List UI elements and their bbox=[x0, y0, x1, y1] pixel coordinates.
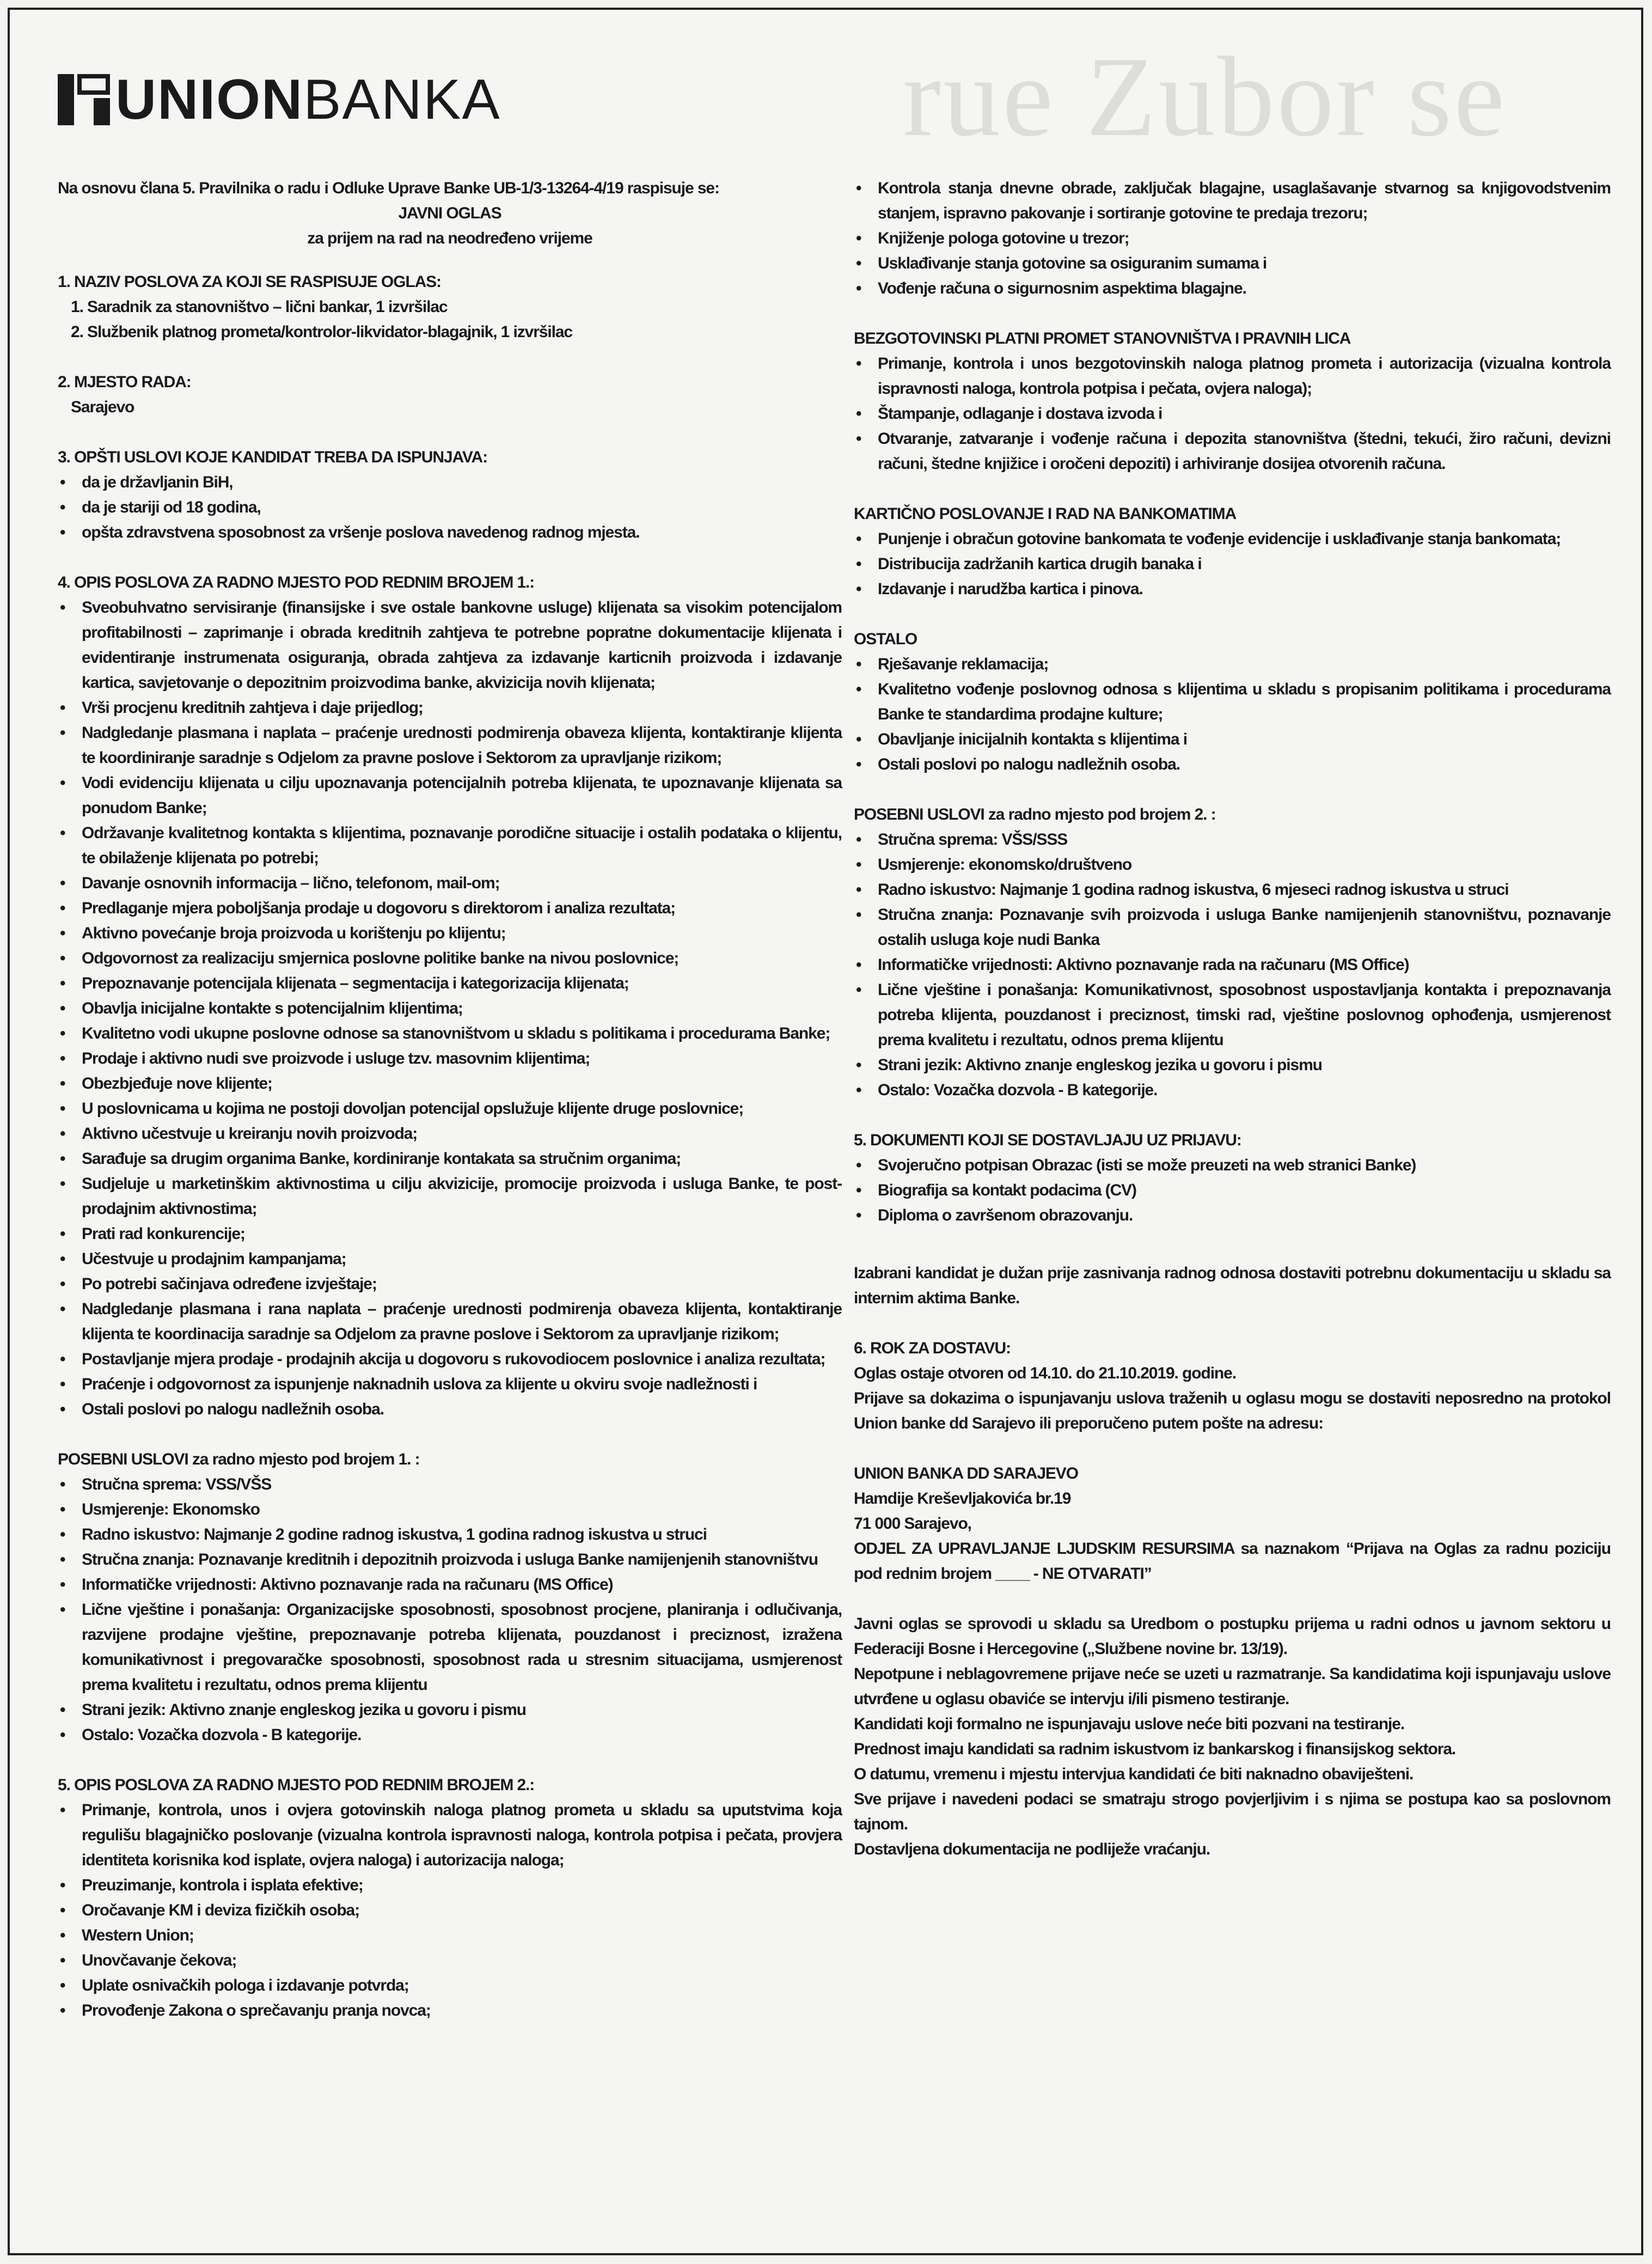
work-place-value: Sarajevo bbox=[71, 398, 134, 416]
bullet-item: • Nadgledanje plasmana i naplata – praćenje urednosti podmirenja obaveza klijenta, kontaktiranje klijenta te koordiniranje saradnje s Odjelom za pravne poslove i Sektorom za upravljanje rizikom; bbox=[58, 721, 842, 771]
bullet-item: • Davanje osnovnih informacija – lično, telefonom, mail-om; bbox=[58, 871, 842, 896]
section-selected-candidate bbox=[854, 1261, 1611, 1311]
section-job-description-1 bbox=[58, 570, 842, 1422]
condition-item bbox=[854, 1078, 1611, 1103]
condition-item bbox=[854, 852, 1611, 877]
bullet-item: • Postavljanje mjera prodaje - prodajnih akcija u dogovoru s rukovodiocem poslovnice i analiza rezultata; bbox=[58, 1347, 842, 1372]
bullet-item: • Uplate osnivačkih pologa i izdavanje potvrda; bbox=[58, 1973, 842, 1998]
condition-value: Aktivno poznavanje rada na računaru (MS Office) bbox=[256, 1576, 613, 1594]
bullet-item: • Provođenje Zakona o sprečavanju pranja novca; bbox=[58, 1998, 842, 2023]
section-title: POSEBNI USLOVI za radno mjesto pod brojem 2. : bbox=[854, 805, 1216, 823]
condition-item bbox=[854, 1053, 1611, 1078]
condition-item bbox=[854, 953, 1611, 978]
bullet-item: • Western Union; bbox=[58, 1923, 842, 1948]
section-title: 4. OPIS POSLOVA ZA RADNO MJESTO POD REDNIM BROJEM 1.: bbox=[58, 573, 535, 591]
section-special-conditions-1 bbox=[58, 1447, 842, 1748]
bullet-item: • Prodaje i aktivno nudi sve proizvode i usluge tzv. masovnim klijentima; bbox=[58, 1046, 842, 1071]
bullet-item: • opšta zdravstvena sposobnost za vršenje poslova navedenog radnog mjesta. bbox=[58, 520, 842, 545]
logo-word-banka: BANKA bbox=[303, 68, 501, 131]
condition-label: Stručna sprema: bbox=[82, 1475, 202, 1493]
address-line: Hamdije Kreševljakovića br.19 bbox=[854, 1490, 1071, 1508]
bullet-item: • Vodi evidenciju klijenata u cilju upoznavanja potencijalnih potreba klijenata, te upoznavanje klijenata sa ponudom Banke; bbox=[58, 771, 842, 821]
condition-label: Lične vještine i ponašanja: bbox=[878, 981, 1078, 999]
condition-label: Usmjerenje: bbox=[878, 856, 965, 874]
bullet-item: • Svojeručno potpisan Obrazac (isti se može preuzeti na web stranici Banke) bbox=[854, 1153, 1611, 1178]
condition-label: Strani jezik: bbox=[878, 1056, 962, 1074]
bullet-item: • Ostali poslovi po nalogu nadležnih osoba. bbox=[58, 1397, 842, 1422]
bullet-item: • Vođenje računa o sigurnosnim aspektima blagajne. bbox=[854, 276, 1611, 301]
condition-item bbox=[58, 1497, 842, 1522]
condition-label: Stručna sprema: bbox=[878, 831, 998, 849]
bullet-item: • Predlaganje mjera poboljšanja prodaje u dogovoru s direktorom i analiza rezultata; bbox=[58, 896, 842, 921]
condition-item bbox=[58, 1698, 842, 1723]
bullet-item: • Biografija sa kontakt podacima (CV) bbox=[854, 1178, 1611, 1203]
announcement-subtitle: za prijem na rad na neodređeno vrijeme bbox=[307, 229, 592, 247]
condition-item bbox=[58, 1572, 842, 1597]
bullet-item: • Štampanje, odlaganje i dostava izvoda i bbox=[854, 401, 1611, 426]
left-column bbox=[58, 176, 842, 2048]
bank-logo-icon bbox=[58, 74, 110, 125]
section-work-place bbox=[58, 370, 842, 420]
announcement-title: JAVNI OGLAS bbox=[398, 204, 501, 222]
section-deadline bbox=[854, 1336, 1611, 1436]
condition-value: Vozačka dozvola - B kategorije. bbox=[929, 1081, 1158, 1099]
union-banka-logo bbox=[58, 70, 501, 130]
closing-paragraph: Prednost imaju kandidati sa radnim iskustvom iz bankarskog i finansijskog sektora. bbox=[854, 1740, 1456, 1758]
bullet-item: • Sudjeluje u marketinškim aktivnostima u cilju akvizicije, promocije proizvoda i usluga Banke, te post-prodajnim aktivnostima; bbox=[58, 1171, 842, 1222]
condition-label: Usmjerenje: bbox=[82, 1500, 169, 1518]
bullet-item: • Aktivno učestvuje u kreiranju novih proizvoda; bbox=[58, 1121, 842, 1146]
condition-value: Komunikativnost, sposobnost uspostavljanja kontakta i prepoznavanja potreba klijenta, pouzdanost i preciznost, timski rad, vještine poslovnog ophođenja, usmjerenost prema kvalitetu i rezultatu, odnos prema klijentu bbox=[878, 981, 1611, 1049]
condition-label: Informatičke vrijednosti: bbox=[878, 956, 1053, 974]
bullet-item: • Unovčavanje čekova; bbox=[58, 1948, 842, 1973]
condition-label: Ostalo: bbox=[82, 1726, 134, 1744]
section-title: OSTALO bbox=[854, 630, 917, 648]
list-item: 2. Službenik platnog prometa/kontrolor-likvidator-blagajnik, 1 izvršilac bbox=[71, 323, 573, 341]
bullet-item: • Diploma o završenom obrazovanju. bbox=[854, 1203, 1611, 1228]
condition-value: Najmanje 2 godine radnog iskustva, 1 godina radnog iskustva u struci bbox=[199, 1525, 707, 1543]
section-other bbox=[854, 627, 1611, 777]
bullet-item: • Kvalitetno vodi ukupne poslovne odnose sa stanovništvom u skladu s politikama i procedurama Banke; bbox=[58, 1021, 842, 1046]
condition-value: VSS/VŠS bbox=[201, 1475, 272, 1493]
section-general-conditions bbox=[58, 445, 842, 545]
bullet-item: • Knjiženje pologa gotovine u trezor; bbox=[854, 226, 1611, 251]
condition-label: Radno iskustvo: bbox=[82, 1525, 200, 1543]
bullet-item: • Obavljanje inicijalnih kontakta s klijentima i bbox=[854, 727, 1611, 752]
condition-value: Poznavanje kreditnih i depozitnih proizvoda i usluga Banke namijenjenih stanovništvu bbox=[194, 1551, 818, 1569]
list-item: 1. Saradnik za stanovništvo – lični bankar, 1 izvršilac bbox=[71, 298, 448, 316]
bullet-item: • Ostali poslovi po nalogu nadležnih osoba. bbox=[854, 752, 1611, 777]
section-title: 5. OPIS POSLOVA ZA RADNO MJESTO POD REDNIM BROJEM 2.: bbox=[58, 1776, 535, 1794]
condition-value: Aktivno poznavanje rada na računaru (MS Office) bbox=[1052, 956, 1409, 974]
closing-paragraph: Dostavljena dokumentacija ne podliježe vraćanju. bbox=[854, 1840, 1210, 1858]
condition-value: Najmanje 1 godina radnog iskustva, 6 mjeseci radnog iskustva u struci bbox=[995, 881, 1509, 899]
condition-label: Stručna znanja: bbox=[82, 1551, 194, 1569]
bullet-item: • Preuzimanje, kontrola i isplata efektive; bbox=[58, 1873, 842, 1898]
condition-value: Poznavanje svih proizvoda i usluga Banke namijenjenih stanovništvu, poznavanje ostalih usluga koje nudi Banka bbox=[878, 906, 1611, 949]
section-special-conditions-2 bbox=[854, 802, 1611, 1103]
section-card-business bbox=[854, 502, 1611, 602]
condition-item bbox=[854, 877, 1611, 902]
deadline-dates: Oglas ostaje otvoren od 14.10. do 21.10.2019. godine. bbox=[854, 1364, 1236, 1382]
bullet-item: • Praćenje i odgovornost za ispunjenje naknadnih uslova za klijente u okviru svoje nadležnosti i bbox=[58, 1372, 842, 1397]
bullet-item: • Kontrola stanja dnevne obrade, zaključak blagajne, usaglašavanje stvarnog sa knjigovodstvenim stanjem, ispravno pakovanje i sortiranje gotovine te predaja trezoru; bbox=[854, 176, 1611, 226]
condition-value: Ekonomsko bbox=[168, 1500, 260, 1518]
section-title: 6. ROK ZA DOSTAVU: bbox=[854, 1339, 1011, 1357]
section-title: 1. NAZIV POSLOVA ZA KOJI SE RASPISUJE OGLAS: bbox=[58, 273, 441, 291]
bullet-item: • U poslovnicama u kojima ne postoji dovoljan potencijal opslužuje klijente druge poslovnice; bbox=[58, 1096, 842, 1121]
address-line: UNION BANKA DD SARAJEVO bbox=[854, 1464, 1078, 1482]
closing-paragraph: Kandidati koji formalno ne ispunjavaju uslove neće biti pozvani na testiranje. bbox=[854, 1715, 1405, 1733]
section-job-description-2 bbox=[58, 1773, 842, 2023]
section-title: KARTIČNO POSLOVANJE I RAD NA BANKOMATIMA bbox=[854, 505, 1237, 523]
deadline-instructions: Prijave sa dokazima o ispunjavanju uslova traženih u oglasu mogu se dostaviti neposredno na protokol Union banke dd Sarajevo ili preporučeno putem pošte na adresu: bbox=[854, 1389, 1611, 1432]
bullet-item: • Aktivno povećanje broja proizvoda u korištenju po klijentu; bbox=[58, 921, 842, 946]
bullet-item: • Održavanje kvalitetnog kontakta s klijentima, poznavanje porodične situacije i ostalih podataka o klijentu, te obilaženje klijenata po potrebi; bbox=[58, 821, 842, 871]
closing-paragraph: Javni oglas se sprovodi u skladu sa Uredbom o postupku prijema u radni odnos u javnom sektoru u Federaciji Bosne i Hercegovine („Službene novine br. 13/19). bbox=[854, 1615, 1611, 1658]
bullet-item: • Otvaranje, zatvaranje i vođenje računa i depozita stanovništva (štedni, tekući, žiro računi, devizni računi, štedne knjižice i oročeni depoziti) i arhiviranje dosijea otvorenih računa. bbox=[854, 426, 1611, 477]
condition-label: Ostalo: bbox=[878, 1081, 930, 1099]
section-address bbox=[854, 1461, 1611, 1586]
condition-label: Stručna znanja: bbox=[878, 906, 993, 924]
bullet-item: • Rješavanje reklamacija; bbox=[854, 652, 1611, 677]
intro-text: Na osnovu člana 5. Pravilnika o radu i Odluke Uprave Banke UB-1/3-13264-4/19 raspisuje se: bbox=[58, 179, 719, 197]
bullet-item: • Primanje, kontrola, unos i ovjera gotovinskih naloga platnog prometa u skladu sa uputstvima koja regulišu blagajničko poslovanje (vizualna kontrola ispravnosti naloga, kontrola potpisa i pečata, provjera identiteta korisnika kod isplate, ovjera naloga) i autorizacija naloga; bbox=[58, 1798, 842, 1873]
condition-item bbox=[58, 1723, 842, 1748]
bullet-item: • Po potrebi sačinjava određene izvještaje; bbox=[58, 1272, 842, 1297]
section-job-description-2-continued bbox=[854, 176, 1611, 301]
condition-value: Aktivno znanje engleskog jezika u govoru i pismu bbox=[962, 1056, 1322, 1074]
condition-label: Lične vještine i ponašanja: bbox=[82, 1601, 280, 1619]
condition-item bbox=[58, 1522, 842, 1547]
bullet-item: • Oročavanje KM i deviza fizičkih osoba; bbox=[58, 1898, 842, 1923]
bullet-item: • Sarađuje sa drugim organima Banke, kordiniranje kontakata sa stručnim organima; bbox=[58, 1146, 842, 1171]
condition-item bbox=[854, 827, 1611, 852]
section-title: 5. DOKUMENTI KOJI SE DOSTAVLJAJU UZ PRIJAVU: bbox=[854, 1131, 1241, 1149]
right-column bbox=[854, 176, 1611, 1887]
condition-value: Vozačka dozvola - B kategorije. bbox=[133, 1726, 362, 1744]
section-closing bbox=[854, 1612, 1611, 1862]
condition-item bbox=[58, 1597, 842, 1698]
bullet-item: • Prati rad konkurencije; bbox=[58, 1222, 842, 1247]
bullet-item: • Usklađivanje stanja gotovine sa osiguranim sumama i bbox=[854, 251, 1611, 276]
section-title: 3. OPŠTI USLOVI KOJE KANDIDAT TREBA DA ISPUNJAVA: bbox=[58, 448, 487, 466]
bullet-item: • da je državljanin BiH, bbox=[58, 470, 842, 495]
closing-paragraph: O datumu, vremenu i mjestu intervjua kandidati će biti naknadno obaviješteni. bbox=[854, 1765, 1414, 1783]
condition-value: ekonomsko/društveno bbox=[964, 856, 1132, 874]
closing-paragraph: Nepotpune i neblagovremene prijave neće se uzeti u razmatranje. Sa kandidatima koji ispunjavaju uslove utvrđene u oglasu obaviće se intervju i/ili pismeno testiranje. bbox=[854, 1665, 1611, 1708]
bleed-through-text: rue Zubor se bbox=[903, 34, 1507, 160]
bullet-item: • Učestvuje u prodajnim kampanjama; bbox=[58, 1247, 842, 1272]
bullet-item: • Nadgledanje plasmana i rana naplata – praćenje urednosti podmirenja obaveza klijenta, kontaktiranje klijenta te koordinacija saradnje sa Odjelom za pravne poslove i Sektorom za upravljanje rizikom; bbox=[58, 1297, 842, 1347]
bullet-item: • Distribucija zadržanih kartica drugih banaka i bbox=[854, 552, 1611, 577]
condition-value: Organizacijske sposobnosti, sposobnost procjene, planiranja i odlučivanja, razvijene prodajne vještine, prepoznavanje potreba klijenata, pouzdanost i preciznost, izražena komunikativnost i pregovaračke sposobnosti, sposobnost rada u stresnim situacijama, usmjerenost prema kvalitetu i rezultatu, odnos prema klijentu bbox=[82, 1601, 842, 1694]
condition-value: Aktivno znanje engleskog jezika u govoru i pismu bbox=[166, 1701, 526, 1719]
condition-value: VŠS/SSS bbox=[998, 831, 1068, 849]
bullet-item: • Kvalitetno vođenje poslovnog odnosa s klijentima u skladu s propisanim politikama i procedurama Banke te standardima prodajne kulture; bbox=[854, 677, 1611, 727]
logo-word-union: UNION bbox=[115, 68, 304, 131]
address-line: ODJEL ZA UPRAVLJANJE LJUDSKIM RESURSIMA sa naznakom “Prijava na Oglas za radnu poziciju pod rednim brojem ____ - NE OTVARATI” bbox=[854, 1540, 1611, 1583]
section-title: BEZGOTOVINSKI PLATNI PROMET STANOVNIŠTVA I PRAVNIH LICA bbox=[854, 329, 1351, 347]
announcement-heading bbox=[58, 201, 842, 251]
section-title: 2. MJESTO RADA: bbox=[58, 373, 191, 391]
condition-label: Radno iskustvo: bbox=[878, 881, 996, 899]
bullet-item: • da je stariji od 18 godina, bbox=[58, 495, 842, 520]
newspaper-page bbox=[8, 8, 1643, 2255]
section-documents bbox=[854, 1128, 1611, 1228]
condition-item bbox=[58, 1472, 842, 1497]
section-title: POSEBNI USLOVI za radno mjesto pod brojem 1. : bbox=[58, 1450, 420, 1468]
bullet-item: • Sveobuhvatno servisiranje (finansijske i sve ostale bankovne usluge) klijenata sa visokim potencijalom profitabilnosti – zaprimanje i obrada kreditnih zahtjeva te potrebne popratne dokumentacije klijenata i evidentiranje instrumenata osiguranja, obrada zahtjeva za izdavanje karticnih proizvoda i izdavanje kartica, savjetovanje o depozitnim proizvodima banke, akvizicija novih klijenata; bbox=[58, 595, 842, 695]
condition-item bbox=[854, 978, 1611, 1053]
bullet-item: • Odgovornost za realizaciju smjernica poslovne politike banke na nivou poslovnice; bbox=[58, 946, 842, 971]
bullet-item: • Obavlja inicijalne kontakte s potencijalnim klijentima; bbox=[58, 996, 842, 1021]
condition-item bbox=[58, 1547, 842, 1572]
condition-item bbox=[854, 902, 1611, 953]
bullet-item: • Primanje, kontrola i unos bezgotovinskih naloga platnog prometa i autorizacija (vizualna kontrola ispravnosti naloga, kontrola potpisa i pečata, ovjera naloga); bbox=[854, 351, 1611, 401]
bullet-item: • Izdavanje i narudžba kartica i pinova. bbox=[854, 577, 1611, 602]
bullet-item: • Vrši procjenu kreditnih zahtjeva i daje prijedlog; bbox=[58, 695, 842, 721]
bullet-item: • Prepoznavanje potencijala klijenata – segmentacija i kategorizacija klijenata; bbox=[58, 971, 842, 996]
condition-label: Informatičke vrijednosti: bbox=[82, 1576, 256, 1594]
bullet-item: • Obezbjeđuje nove klijente; bbox=[58, 1071, 842, 1096]
address-line: 71 000 Sarajevo, bbox=[854, 1515, 971, 1533]
section-job-titles bbox=[58, 270, 842, 345]
section-cashless-payments bbox=[854, 326, 1611, 477]
selected-candidate-text: Izabrani kandidat je dužan prije zasnivanja radnog odnosa dostaviti potrebnu dokumentaciju u skladu sa internim aktima Banke. bbox=[854, 1264, 1611, 1307]
condition-label: Strani jezik: bbox=[82, 1701, 166, 1719]
bullet-item: • Punjenje i obračun gotovine bankomata te vođenje evidencije i usklađivanje stanja bankomata; bbox=[854, 527, 1611, 552]
closing-paragraph: Sve prijave i navedeni podaci se smatraju strogo povjerljivim i s njima se postupa kao sa poslovnom tajnom. bbox=[854, 1790, 1611, 1833]
